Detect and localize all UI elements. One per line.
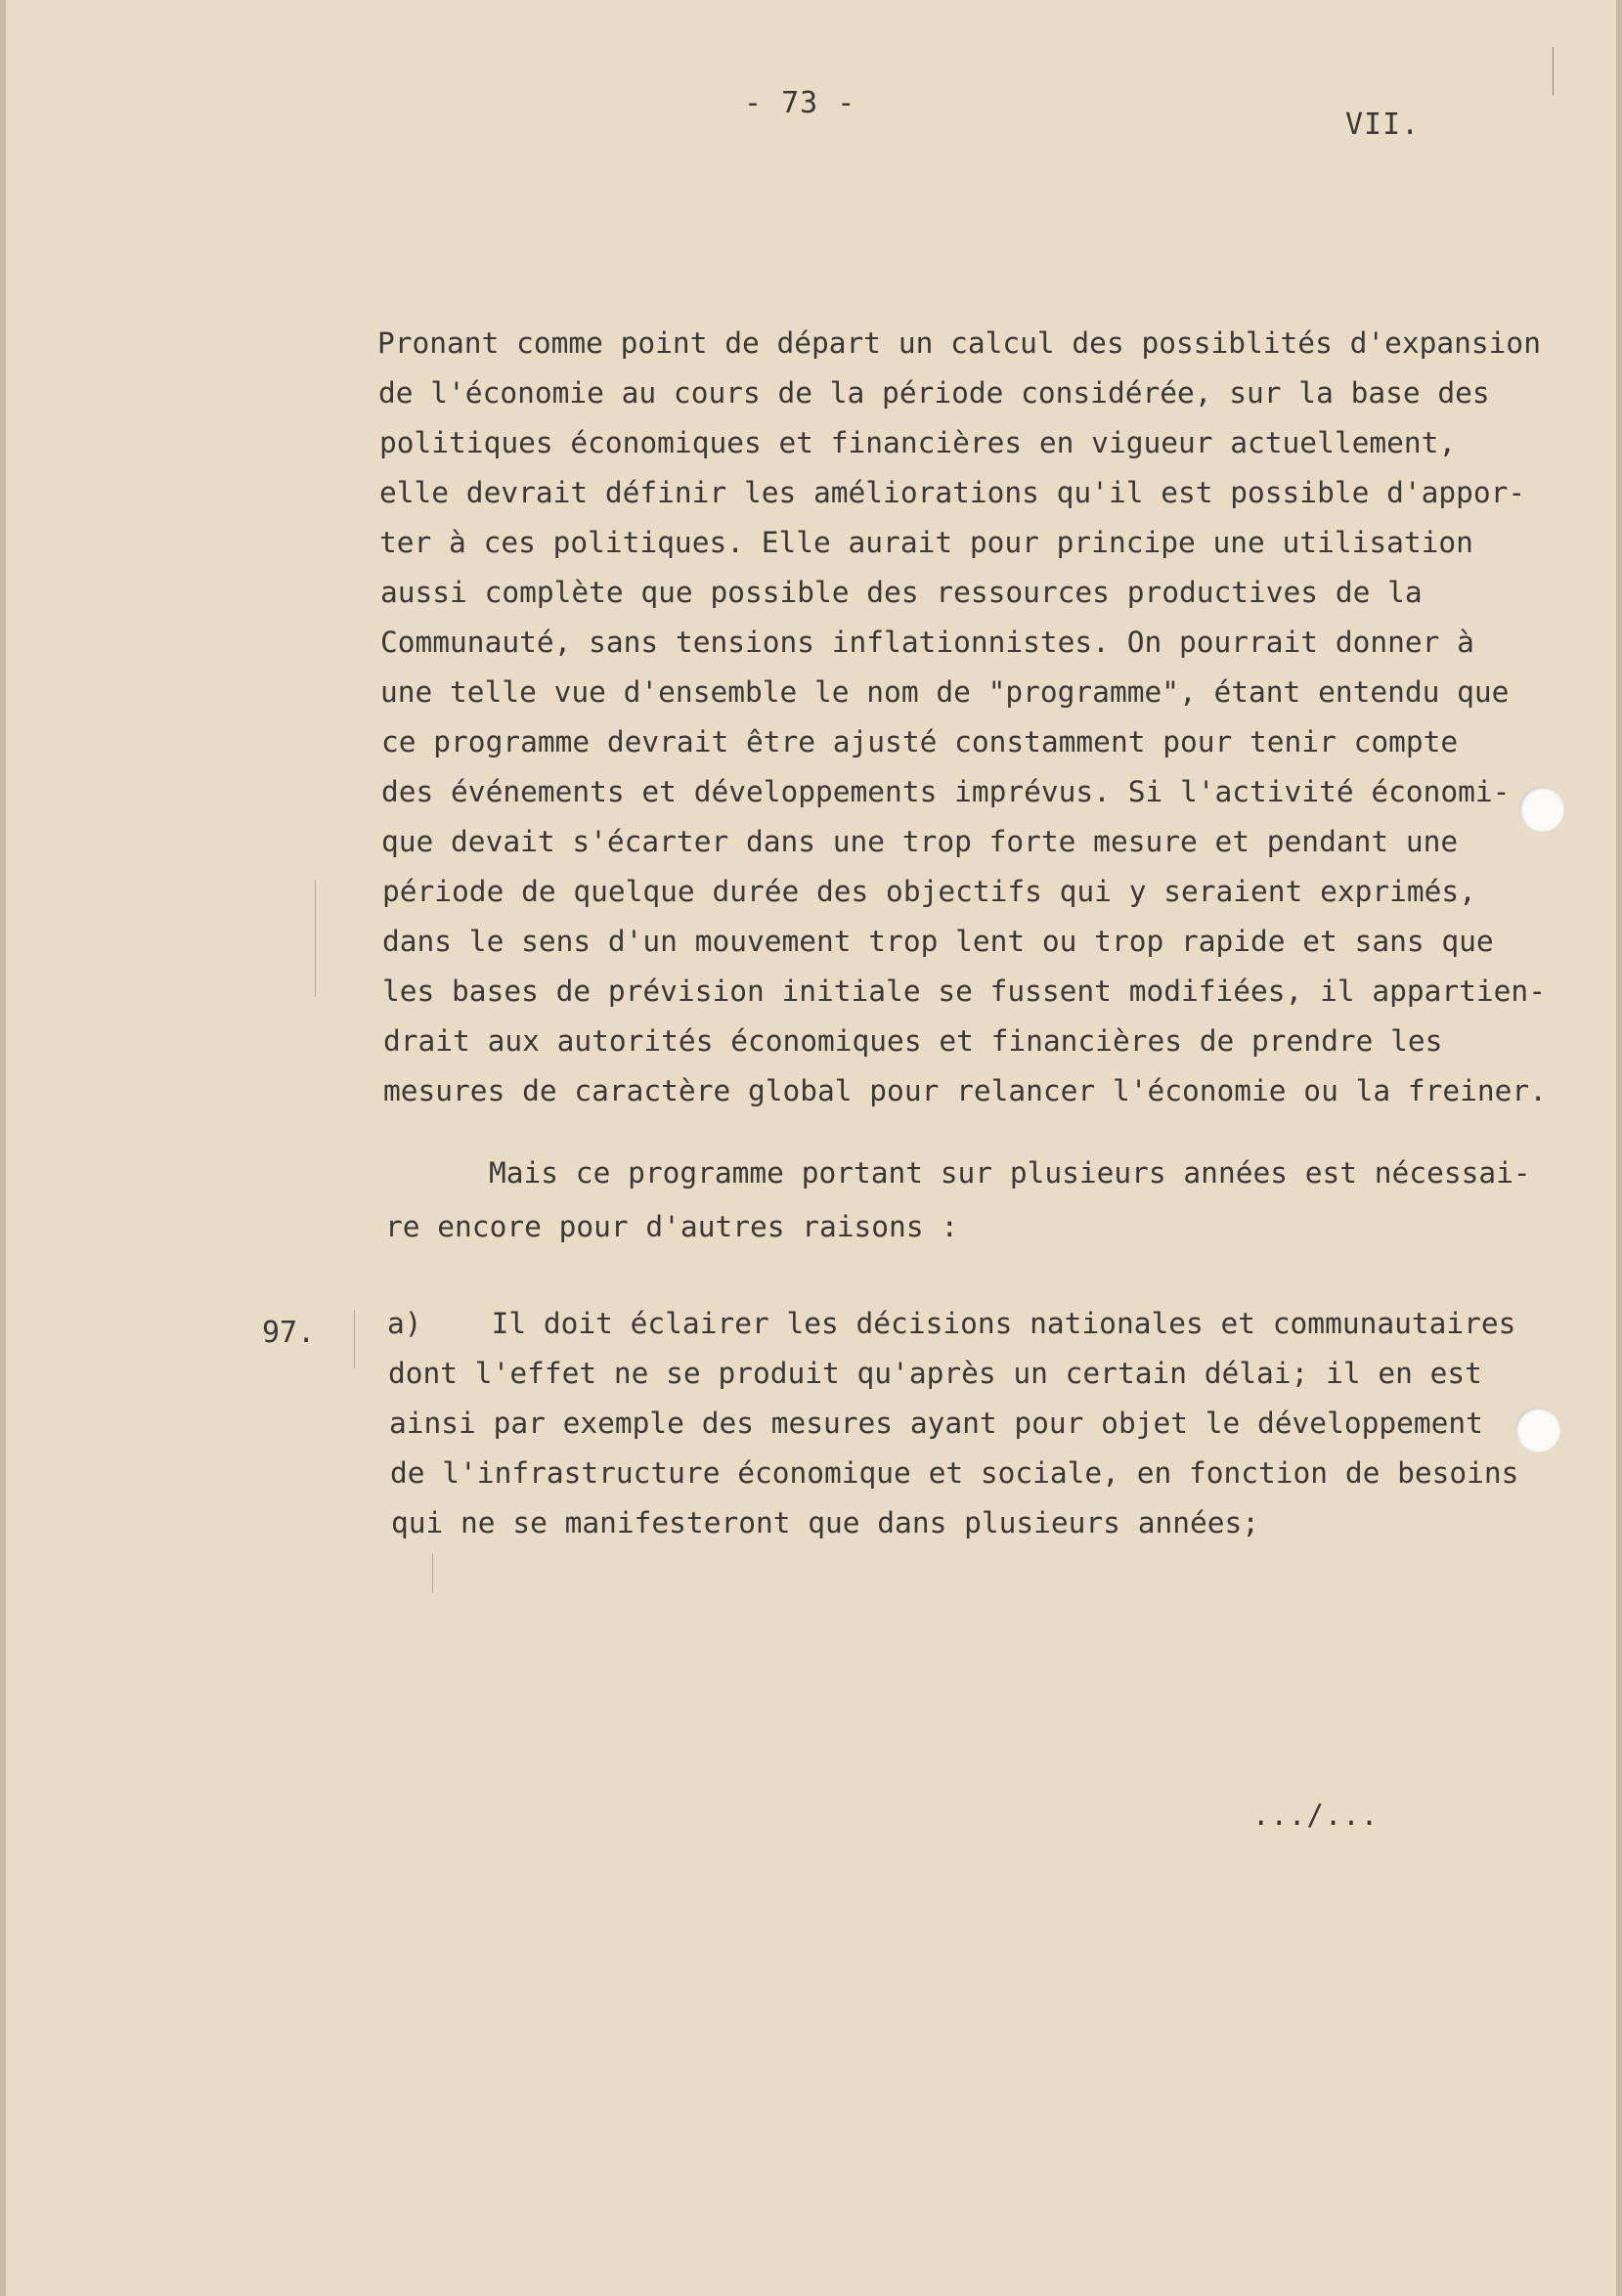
text-line: ter à ces politiques. Elle aurait pour principe une utilisation [379, 526, 1473, 559]
punch-hole [1519, 787, 1564, 832]
paragraph-number: 97. [262, 1316, 316, 1350]
text-line: dont l'effet ne se produit qu'après un certain délai; il en est [388, 1357, 1482, 1390]
text-line: aussi complète que possible des ressources productives de la [380, 576, 1423, 609]
text-line: Pronant comme point de départ un calcul des possiblités d'expansion [377, 326, 1541, 360]
text-line: politiques économiques et financières en vigueur actuellement, [379, 426, 1457, 459]
document-page [6, 0, 1616, 2296]
margin-mark [1553, 47, 1554, 96]
text-line: elle devrait définir les améliorations qu'il est possible d'appor- [379, 476, 1526, 509]
text-line: que devait s'écarter dans une trop forte mesure et pendant une [381, 825, 1459, 858]
text-line: de l'économie au cours de la période considérée, sur la base des [378, 376, 1490, 410]
text-line: des événements et développements imprévus. Si l'activité économi- [381, 775, 1511, 808]
margin-mark [315, 880, 316, 997]
text-line: a) Il doit éclairer les décisions nationales et communautaires [387, 1307, 1516, 1340]
page-number: - 73 - [744, 86, 856, 120]
text-line: ainsi par exemple des mesures ayant pour objet le développement [389, 1407, 1483, 1440]
text-line: les bases de prévision initiale se fussent modifiées, il appartien- [382, 975, 1546, 1008]
text-line: dans le sens d'un mouvement trop lent ou trop rapide et sans que [382, 925, 1494, 958]
text-line: Communauté, sans tensions inflationnistes. On pourrait donner à [380, 626, 1474, 659]
margin-mark [432, 1554, 433, 1593]
margin-mark [354, 1310, 355, 1368]
section-number: VII. [1345, 108, 1421, 142]
punch-hole [1515, 1408, 1560, 1452]
text-line: de l'infrastructure économique et sociale, en fonction de besoins [390, 1456, 1519, 1490]
text-line: période de quelque durée des objectifs qui y seraient exprimés, [382, 875, 1476, 908]
text-line: une telle vue d'ensemble le nom de "programme", étant entendu que [380, 675, 1510, 709]
text-line: re encore pour d'autres raisons : [385, 1210, 959, 1243]
text-line: Mais ce programme portant sur plusieurs années est nécessai- [489, 1156, 1531, 1190]
text-line: qui ne se manifesteront que dans plusieurs années; [391, 1506, 1260, 1539]
text-line: ce programme devrait être ajusté constamment pour tenir compte [381, 725, 1459, 758]
text-line: drait aux autorités économiques et financières de prendre les [383, 1024, 1443, 1058]
text-line: mesures de caractère global pour relancer l'économie ou la freiner. [383, 1074, 1547, 1107]
continuation-marker: .../... [1252, 1798, 1380, 1832]
